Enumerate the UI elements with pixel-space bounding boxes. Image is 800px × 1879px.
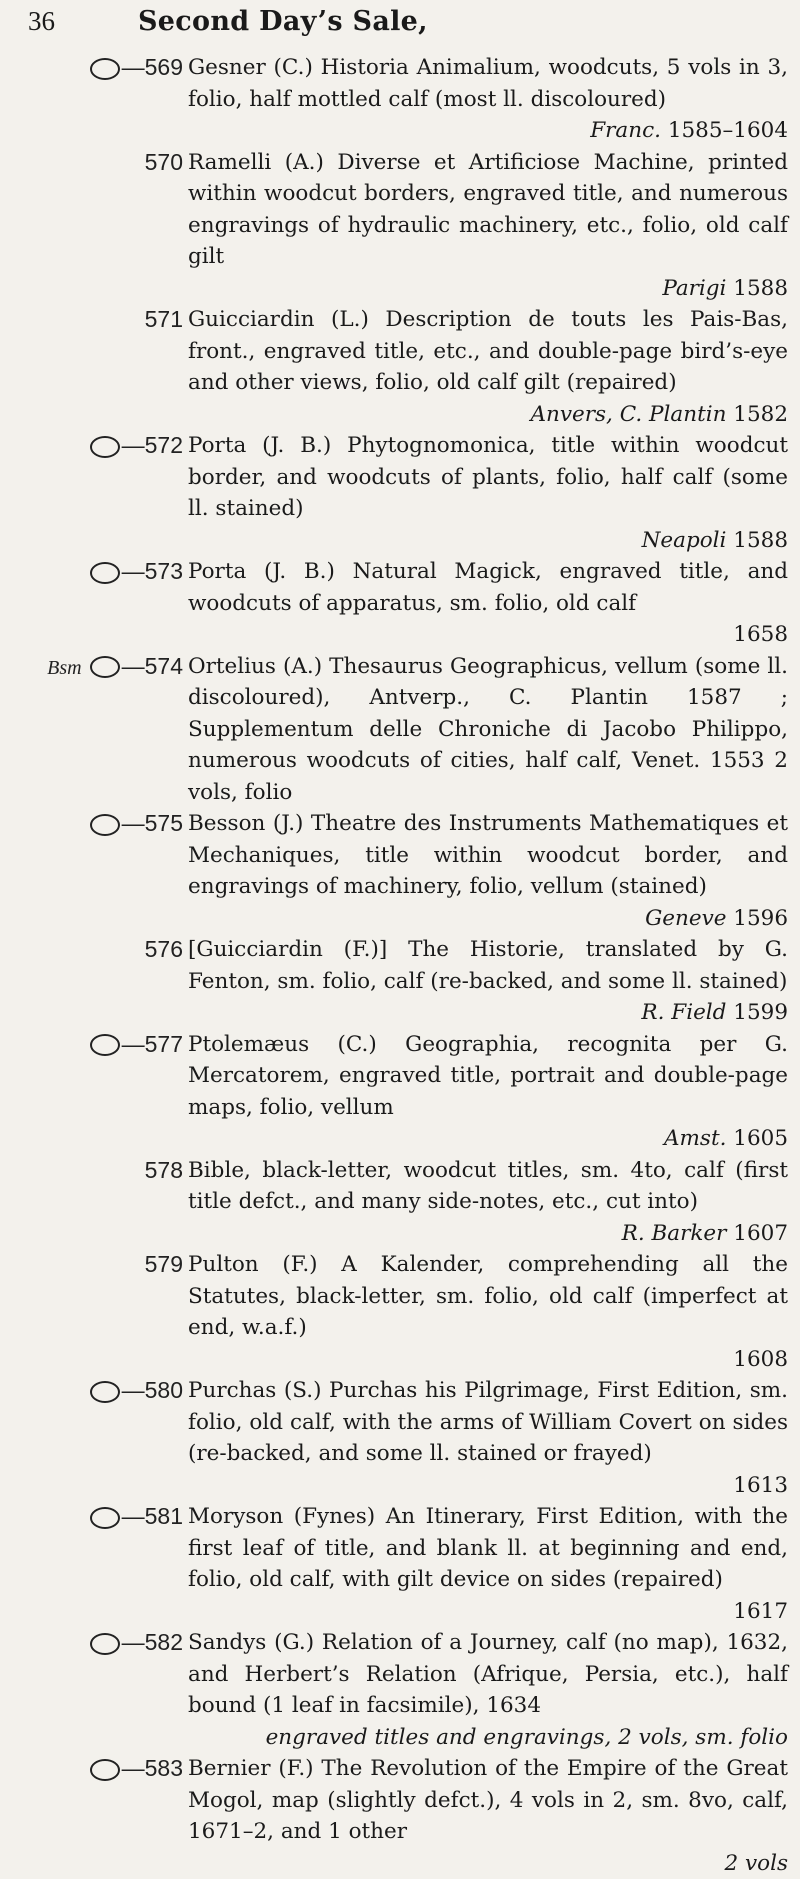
imprint-place: engraved titles and engravings, 2 vols, sm. folio (266, 1725, 788, 1750)
lot-number: —581 (28, 1501, 183, 1533)
lot-description (188, 808, 788, 934)
lot-number-text: 580 (145, 1377, 183, 1403)
handwritten-mark-icon (90, 656, 120, 678)
lot-number-text: 577 (145, 1031, 183, 1057)
imprint-year: 1582 (733, 402, 788, 427)
lot-description (188, 52, 788, 147)
lot-number-text: 582 (145, 1629, 183, 1655)
lot-imprint (188, 525, 788, 557)
lot-text: Ptolemæus (C.) Geographia, recognita per G. Mercatorem, engraved title, portrait and double-page maps, folio, vellum (188, 1032, 788, 1120)
running-head: Second Day’s Sale, (138, 6, 428, 37)
lot-number: Bsm —574 (28, 651, 183, 685)
lot-text: Porta (J. B.) Phytognomonica, title within woodcut border, and woodcuts of plants, folio, half calf (some ll. stained) (188, 433, 788, 521)
lot-number (28, 934, 183, 966)
imprint-place: R. Field (641, 1000, 726, 1025)
lot-description (188, 1501, 788, 1627)
lot-imprint (188, 1218, 788, 1250)
lot-number-text: 569 (145, 54, 183, 80)
lot-description (188, 304, 788, 430)
lot-number-text: 583 (145, 1755, 183, 1781)
catalogue-lot (0, 1375, 800, 1501)
lot-number-text: 579 (145, 1251, 183, 1277)
lot-text: Moryson (Fynes) An Itinerary, First Edition, with the first leaf of title, and blank ll. at beginning and end, folio, old calf, with gilt device on sides (repaired) (188, 1504, 788, 1592)
buyer-initial: Bsm (47, 657, 81, 679)
lot-imprint (188, 1470, 788, 1502)
catalogue-lot (0, 1627, 800, 1753)
lot-description (188, 934, 788, 1029)
imprint-year: 1588 (733, 276, 788, 301)
catalogue-lot (0, 808, 800, 934)
catalogue-lot (0, 430, 800, 556)
catalogue-entries (0, 52, 800, 1879)
lot-description (188, 147, 788, 305)
handwritten-mark-icon (90, 1759, 120, 1781)
lot-text: Bernier (F.) The Revolution of the Empire of the Great Mogol, map (slightly defct.), 4 vols in 2, sm. 8vo, calf, 1671–2, and 1 other (188, 1756, 788, 1844)
handwritten-mark-icon (90, 562, 120, 584)
imprint-year: 1605 (733, 1126, 788, 1151)
catalogue-lot (0, 1753, 800, 1879)
imprint-year: 1608 (733, 1347, 788, 1372)
lot-number-text: 574 (145, 653, 183, 679)
catalogue-lot (0, 1249, 800, 1375)
lot-imprint (188, 273, 788, 305)
handwritten-mark-icon (90, 58, 120, 80)
handwritten-mark-icon (90, 1034, 120, 1056)
lot-number-text: 581 (145, 1503, 183, 1529)
lot-description (188, 1627, 788, 1753)
lot-number: —573 (28, 556, 183, 588)
lot-description (188, 651, 788, 809)
handwritten-mark-icon (90, 1381, 120, 1403)
lot-description (188, 1753, 788, 1879)
lot-description (188, 1029, 788, 1155)
lot-text: Besson (J.) Theatre des Instruments Mathematiques et Mechaniques, title within woodcut border, and engravings of machinery, folio, vellum (stained) (188, 811, 788, 899)
lot-imprint (188, 399, 788, 431)
lot-number (28, 304, 183, 336)
imprint-place: 2 vols (724, 1851, 788, 1876)
imprint-year: 1617 (733, 1599, 788, 1624)
imprint-year: 1613 (733, 1473, 788, 1498)
imprint-place: Amst. (664, 1126, 726, 1151)
lot-number (28, 1155, 183, 1187)
lot-text: Ortelius (A.) Thesaurus Geographicus, vellum (some ll. discoloured), Antverp., C. Plantin 1587 ; Supplementum delle Chroniche di Jacobo Philippo, numerous woodcuts of cities, half calf, Venet. 1553 2 vols, folio (188, 654, 788, 805)
catalogue-lot (0, 1501, 800, 1627)
lot-number: —583 (28, 1753, 183, 1785)
lot-text: [Guicciardin (F.)] The Historie, translated by G. Fenton, sm. folio, calf (re-backed, and some ll. stained) (188, 937, 788, 994)
catalogue-lot (0, 147, 800, 305)
lot-number-text: 578 (145, 1157, 183, 1183)
imprint-place: Franc. (590, 118, 661, 143)
catalogue-lot (0, 556, 800, 651)
catalogue-lot (0, 934, 800, 1029)
imprint-place: Parigi (662, 276, 726, 301)
lot-number: —569 (28, 52, 183, 84)
lot-number: —580 (28, 1375, 183, 1407)
imprint-year: 1596 (733, 906, 788, 931)
lot-imprint (188, 903, 788, 935)
lot-number: —577 (28, 1029, 183, 1061)
catalogue-lot (0, 304, 800, 430)
lot-description (188, 556, 788, 651)
lot-text: Sandys (G.) Relation of a Journey, calf (no map), 1632, and Herbert’s Relation (Afrique, Persia, etc.), half bound (1 leaf in facsimile), 1634 (188, 1630, 788, 1718)
lot-text: Gesner (C.) Historia Animalium, woodcuts, 5 vols in 3, folio, half mottled calf (most ll. discoloured) (188, 55, 788, 112)
handwritten-mark-icon (90, 436, 120, 458)
lot-description (188, 430, 788, 556)
lot-number (28, 147, 183, 179)
imprint-place: Anvers, C. Plantin (530, 402, 726, 427)
page-header (28, 6, 788, 46)
lot-number-text: 572 (145, 432, 183, 458)
lot-text: Pulton (F.) A Kalender, comprehending all the Statutes, black-letter, sm. folio, old calf (imperfect at end, w.a.f.) (188, 1252, 788, 1340)
lot-number-text: 576 (145, 936, 183, 962)
lot-number-text: 570 (145, 149, 183, 175)
handwritten-mark-icon (90, 1633, 120, 1655)
imprint-place: R. Barker (622, 1221, 727, 1246)
imprint-place: Neapoli (642, 528, 727, 553)
lot-imprint (188, 1596, 788, 1628)
lot-imprint (188, 1123, 788, 1155)
lot-description (188, 1155, 788, 1250)
lot-text: Porta (J. B.) Natural Magick, engraved title, and woodcuts of apparatus, sm. folio, old calf (188, 559, 788, 616)
handwritten-mark-icon (90, 1507, 120, 1529)
lot-number: —575 (28, 808, 183, 840)
catalogue-lot (0, 651, 800, 809)
lot-number (28, 1249, 183, 1281)
lot-text: Guicciardin (L.) Description de touts les Pais-Bas, front., engraved title, etc., and double-page bird’s-eye and other views, folio, old calf gilt (repaired) (188, 307, 788, 395)
lot-imprint (188, 115, 788, 147)
lot-number-text: 571 (145, 306, 183, 332)
catalogue-lot (0, 1155, 800, 1250)
lot-text: Bible, black-letter, woodcut titles, sm. 4to, calf (first title defct., and many side-notes, etc., cut into) (188, 1158, 788, 1215)
lot-number: —572 (28, 430, 183, 462)
lot-imprint (188, 1848, 788, 1879)
catalogue-lot (0, 52, 800, 147)
page-number: 36 (28, 6, 55, 37)
lot-imprint (188, 997, 788, 1029)
lot-number-text: 573 (145, 558, 183, 584)
imprint-place: Geneve (645, 906, 726, 931)
lot-number-text: 575 (145, 810, 183, 836)
imprint-year: 1585–1604 (668, 118, 788, 143)
lot-description (188, 1249, 788, 1375)
lot-imprint (188, 1722, 788, 1754)
lot-imprint (188, 619, 788, 651)
imprint-year: 1599 (733, 1000, 788, 1025)
lot-text: Purchas (S.) Purchas his Pilgrimage, First Edition, sm. folio, old calf, with the arms of William Covert on sides (re-backed, and some ll. stained or frayed) (188, 1378, 788, 1466)
handwritten-mark-icon (90, 814, 120, 836)
lot-imprint (188, 1344, 788, 1376)
lot-number: —582 (28, 1627, 183, 1659)
imprint-year: 1607 (733, 1221, 788, 1246)
imprint-year: 1658 (733, 622, 788, 647)
catalogue-lot (0, 1029, 800, 1155)
lot-text: Ramelli (A.) Diverse et Artificiose Machine, printed within woodcut borders, engraved title, and numerous engravings of hydraulic machinery, etc., folio, old calf gilt (188, 150, 788, 270)
lot-description (188, 1375, 788, 1501)
imprint-year: 1588 (733, 528, 788, 553)
